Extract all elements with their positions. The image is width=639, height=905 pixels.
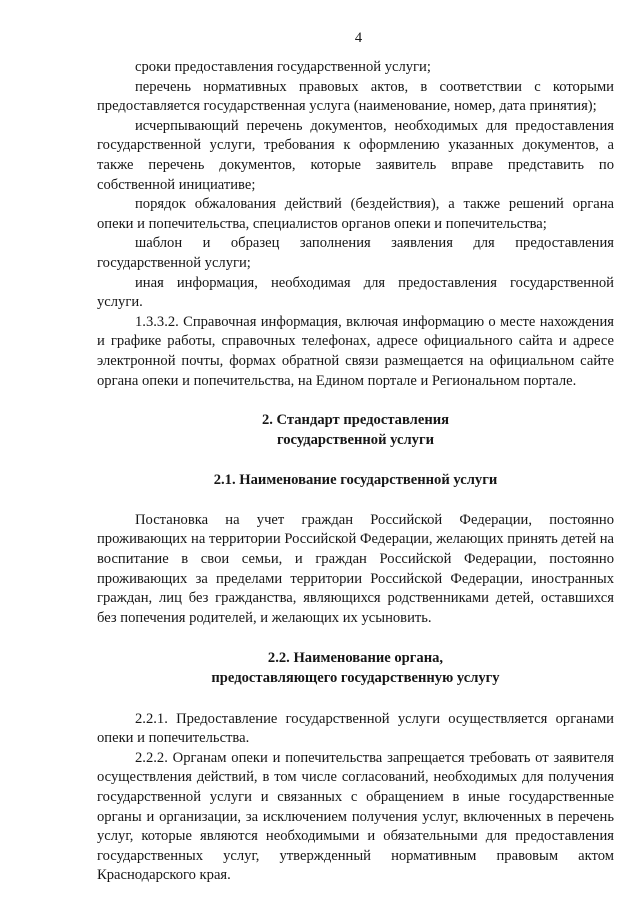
list-item-deadlines: сроки предоставления государственной услуги; — [135, 59, 431, 75]
list-item-application-template: шаблон и образец заполнения заявления для предоставления государственной услуги; — [97, 235, 614, 271]
section-2-title-line-1: 2. Стандарт предоставления — [261, 412, 450, 429]
section-2-title-line-2: государственной услуги — [276, 431, 435, 448]
section-2-1-text: Постановка на учет граждан Российской Федерации, постоянно проживающих на территории Российской Федерации, желающих принять детей на воспитание в свои семьи, и граждан Российской Федерации, постоянно проживающих за пределами территории Российской Федерации, иностранных граждан, лиц без гражданства, являющихся родственниками детей, оставшихся без попечения родителей, и желающих их усыновить. — [97, 511, 614, 626]
paragraph-2-2-1: 2.2.1. Предоставление государственной услуги осуществляется органами опеки и попечительства. — [97, 710, 614, 747]
list-item-legal-acts: перечень нормативных правовых актов, в соответствии с которыми предоставляется государственная услуга (наименование, номер, дата принятия); — [97, 78, 614, 115]
page-content — [97, 58, 614, 886]
paragraph-1-3-3-2: 1.3.3.2. Справочная информация, включая информацию о месте нахождения и графике работы, справочных телефонах, адресе официального сайта и адресе электронной почты, формах обратной связи размещается на официальном сайте органа опеки и попечительства, на Едином портале и Региональном портале. — [97, 313, 614, 389]
page-number: 4 — [354, 30, 363, 46]
section-2-1-title: 2.1. Наименование государственной услуги — [213, 472, 498, 489]
list-item-documents: исчерпывающий перечень документов, необходимых для предоставления государственной услуги, требования к оформлению указанных документов, а также перечень документов, которые заявитель вправе представить по собственной инициативе; — [97, 117, 614, 193]
list-item-appeal-procedure: порядок обжалования действий (бездействия), а также решений органа опеки и попечительства, специалистов органов опеки и попечительства; — [97, 196, 614, 232]
section-2-2-title-line-2: предоставляющего государственную услугу — [211, 670, 500, 687]
list-item-other-info: иная информация, необходимая для предоставления государственной услуги. — [97, 274, 614, 311]
section-2-2-title-line-1: 2.2. Наименование органа, — [267, 650, 444, 667]
paragraph-2-2-2: 2.2.2. Органам опеки и попечительства запрещается требовать от заявителя осуществления действий, в том числе согласований, необходимых для получения государственной услуги и связанных с обращением в иные государственные органы и организации, за исключением получения услуг, включенных в перечень услуг, которые являются необходимыми и обязательными для предоставления государственных услуг, утвержденный нормативным правовым актом Краснодарского края. — [97, 749, 614, 884]
